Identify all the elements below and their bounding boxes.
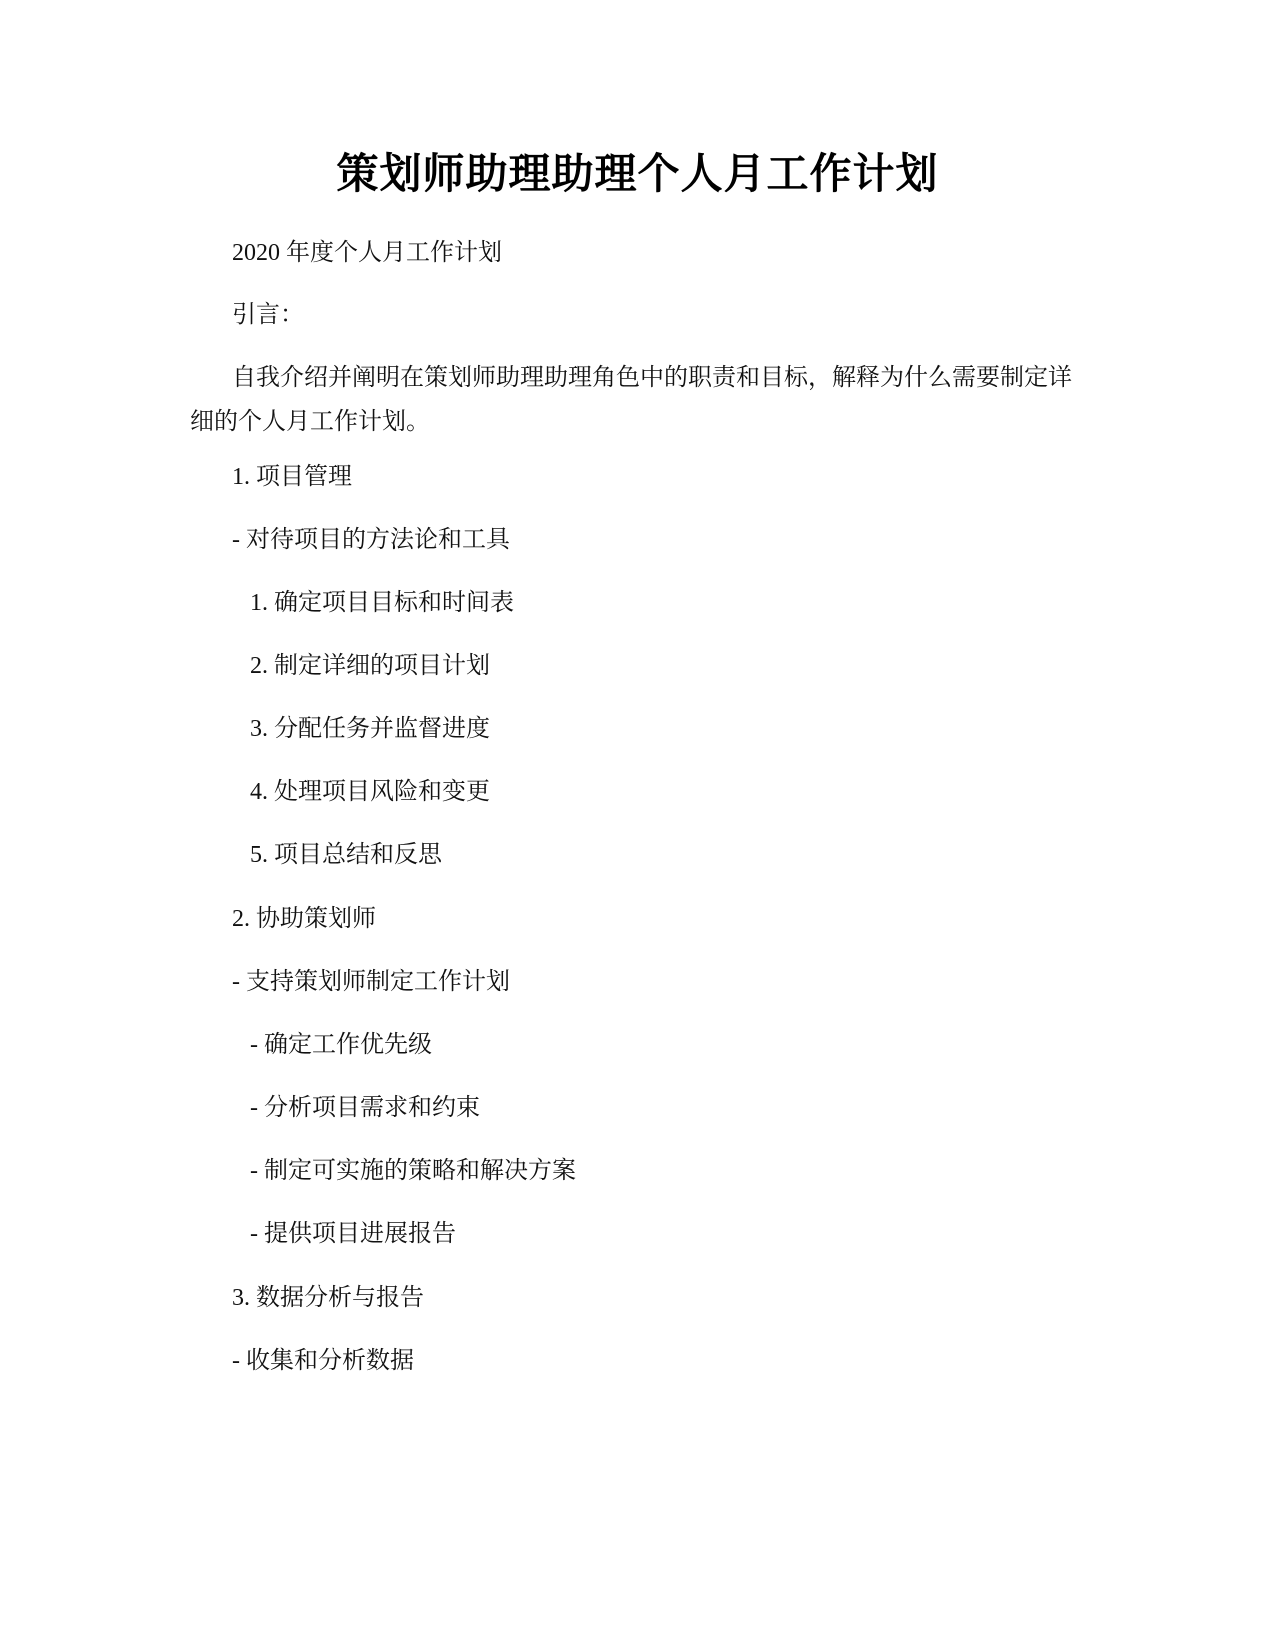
- section-heading: 2. 协助策划师: [232, 906, 376, 932]
- list-item: 3. 分配任务并监督进度: [250, 716, 490, 742]
- list-item: 5. 项目总结和反思: [250, 842, 442, 868]
- list-item: - 确定工作优先级: [250, 1032, 432, 1058]
- list-item: 1. 确定项目目标和时间表: [250, 590, 514, 616]
- section-heading: 3. 数据分析与报告: [232, 1285, 424, 1311]
- list-item: 2. 制定详细的项目计划: [250, 653, 490, 679]
- section-heading: 1. 项目管理: [232, 464, 352, 490]
- section-subheading: - 支持策划师制定工作计划: [232, 969, 510, 995]
- list-item: - 分析项目需求和约束: [250, 1095, 480, 1121]
- document-title: 策划师助理助理个人月工作计划: [336, 149, 939, 198]
- section-subheading: - 收集和分析数据: [232, 1348, 414, 1374]
- intro-paragraph: 自我介绍并阐明在策划师助理助理角色中的职责和目标，解释为什么需要制定详细的个人月工作计划。: [190, 365, 1072, 435]
- list-item: 4. 处理项目风险和变更: [250, 779, 490, 805]
- plan-year-line: 2020 年度个人月工作计划: [232, 240, 502, 266]
- list-item: - 提供项目进展报告: [250, 1221, 456, 1247]
- section-subheading: - 对待项目的方法论和工具: [232, 527, 510, 553]
- intro-label: 引言：: [232, 302, 304, 328]
- list-item: - 制定可实施的策略和解决方案: [250, 1158, 576, 1184]
